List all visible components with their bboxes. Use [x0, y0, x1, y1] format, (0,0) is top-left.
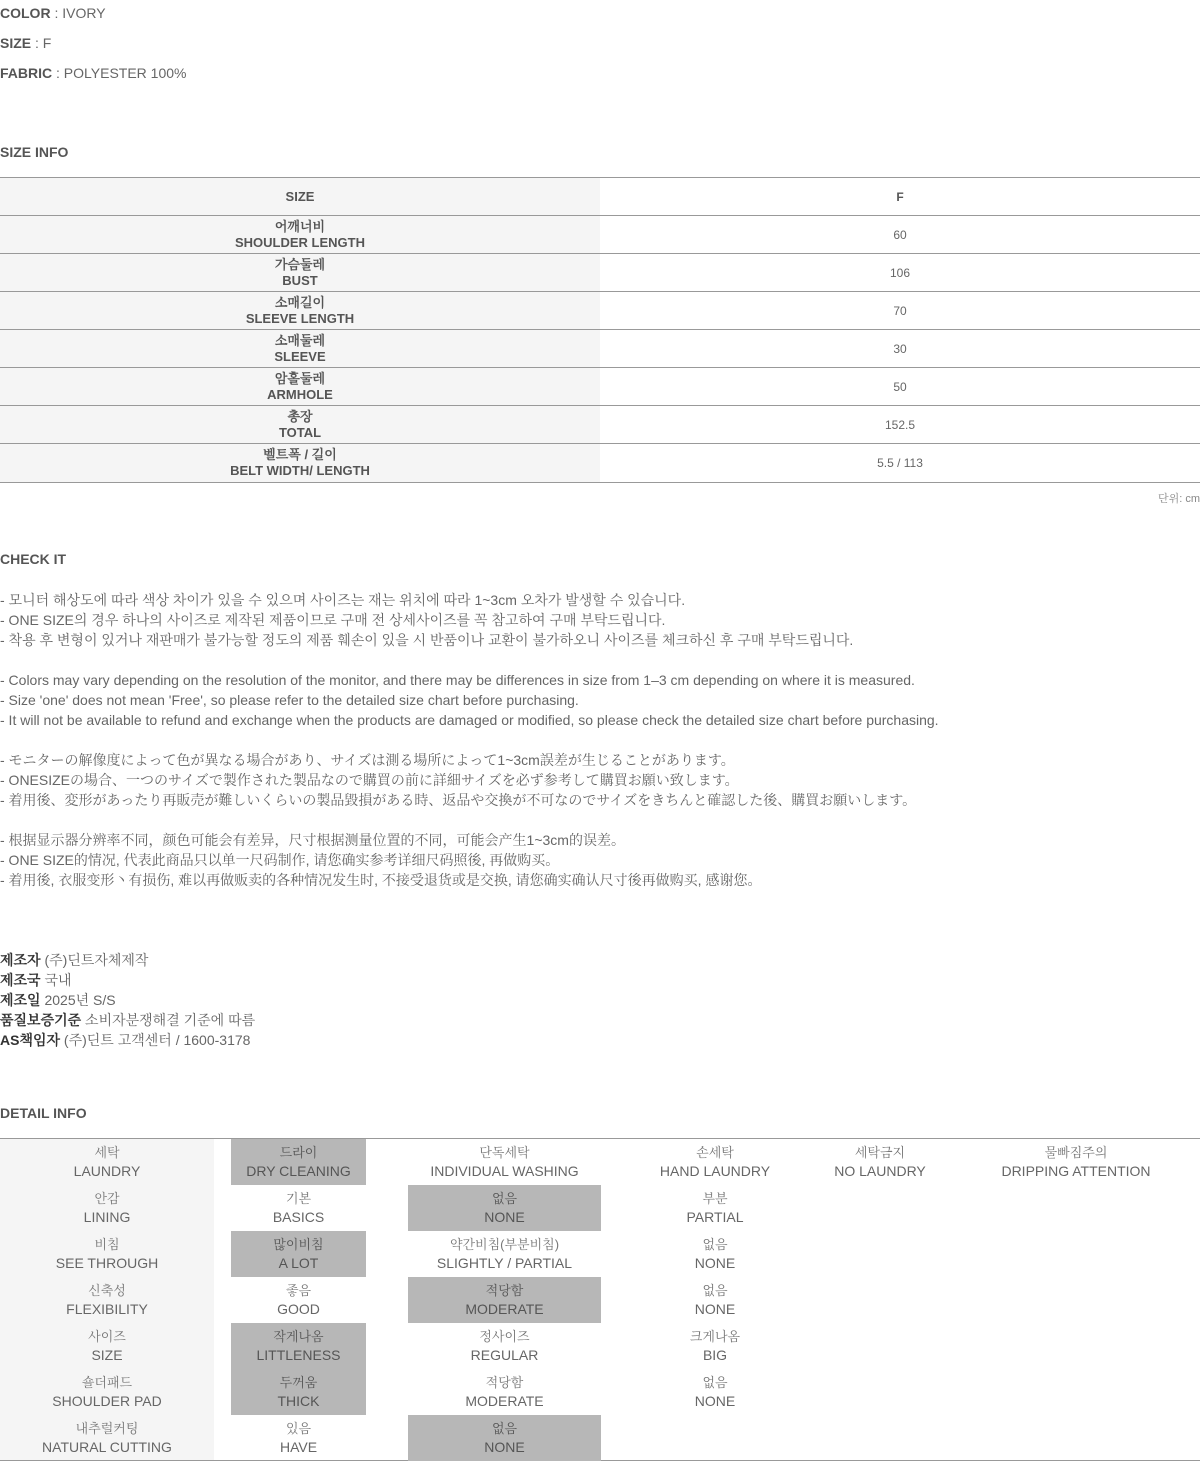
size-row-ko: 소매둘레 [274, 332, 326, 348]
detail-ko: 드라이 [279, 1145, 318, 1160]
detail-option-selected [231, 1139, 366, 1185]
product-specs [0, 4, 186, 94]
detail-en: SHOULDER PAD [52, 1393, 162, 1409]
detail-option [408, 1139, 601, 1185]
size-row-ko: 암홀둘레 [274, 370, 326, 386]
size-row-sleeve [0, 330, 1200, 368]
detail-option [620, 1139, 810, 1185]
size-row-en: BELT WIDTH/ LENGTH [230, 463, 370, 478]
maker-date: 제조일 2025년 S/S [0, 992, 116, 1008]
detail-option-selected [231, 1369, 366, 1415]
detail-en: LAUNDRY [73, 1163, 141, 1179]
spec-size: SIZE : F [0, 35, 52, 51]
detail-ko: 약간비침(부분비침) [449, 1237, 560, 1252]
size-row-value: 152.5 [884, 417, 916, 432]
notes-japanese [0, 750, 939, 810]
detail-ko: 크게나옴 [689, 1329, 741, 1344]
detail-ko: 부분 [702, 1191, 728, 1206]
detail-option [620, 1369, 810, 1415]
size-row-ko: 가슴둘레 [274, 256, 326, 272]
detail-en: INDIVIDUAL WASHING [430, 1163, 579, 1179]
detail-en: NONE [484, 1209, 525, 1225]
detail-en: NONE [484, 1439, 525, 1455]
size-row-ko: 총장 [287, 408, 313, 424]
spec-color: COLOR : IVORY [0, 5, 106, 21]
detail-option [231, 1277, 366, 1323]
detail-ko: 물빠짐주의 [1044, 1145, 1108, 1160]
detail-ko: 없음 [491, 1191, 518, 1206]
detail-option-selected [408, 1415, 601, 1461]
detail-en: A LOT [278, 1255, 319, 1271]
detail-ko: 작게나옴 [273, 1329, 324, 1344]
detail-option [800, 1139, 960, 1185]
detail-ko: 좋음 [285, 1283, 312, 1298]
size-row-bust [0, 254, 1200, 292]
detail-ko: 비침 [94, 1237, 120, 1252]
size-row-en: TOTAL [278, 424, 322, 440]
detail-en: SEE THROUGH [55, 1255, 159, 1271]
detail-en: NO LAUNDRY [834, 1163, 926, 1179]
maker-manufacturer: 제조자 (주)딘트자체제작 [0, 952, 149, 968]
size-row-armhole [0, 368, 1200, 406]
detail-row-label [0, 1369, 214, 1415]
notes-korean [0, 590, 939, 650]
detail-option [408, 1369, 601, 1415]
size-row-en: ARMHOLE [267, 386, 333, 402]
size-row-value: 70 [893, 303, 907, 318]
size-row-value: 30 [893, 341, 907, 356]
size-row-total [0, 406, 1200, 444]
detail-en: NONE [694, 1255, 736, 1271]
note-line: - 착용 후 변형이 있거나 재판매가 불가능할 정도의 제품 훼손이 있을 시 반품이나 교환이 불가하오니 사이즈를 체크하신 후 구매 부탁드립니다. [0, 632, 854, 648]
check-it-title: CHECK IT [0, 551, 67, 567]
size-row-ko: 어깨너비 [274, 218, 326, 234]
note-line: - 着用後、変形があったり再販売が難しいくらいの製品毀損がある時、返品や交換が不可なのでサイズをきちんと確認した後、購買お願いします。 [0, 792, 917, 808]
size-row-en: SLEEVE [274, 348, 326, 364]
size-row-value: 60 [893, 227, 907, 242]
detail-en: THICK [277, 1393, 320, 1409]
size-header-label: SIZE [0, 178, 600, 215]
note-line: - ONESIZEの場合、一つのサイズで製作された製品なので購買の前に詳細サイズを必ず参考して購買お願い致します。 [0, 772, 739, 788]
detail-ko: 안감 [94, 1191, 120, 1206]
detail-ko: 없음 [702, 1375, 728, 1390]
note-line: - 着用後, 衣服变形丶有损伤, 难以再做贩卖的各种情况发生时, 不接受退货或是交换, 请您确实确认尺寸後再做购买, 感谢您。 [0, 872, 762, 888]
note-line: - モニターの解像度によって色が異なる場合があり、サイズは測る場所によって1~3cm誤差が生じることがあります。 [0, 752, 735, 768]
note-line: - Colors may vary depending on the resolution of the monitor, and there may be differences in size from 1–3 cm depending on where it is measured. [0, 672, 915, 688]
detail-ko: 없음 [702, 1283, 728, 1298]
maker-country: 제조국 국내 [0, 972, 72, 988]
detail-option-selected [408, 1185, 601, 1231]
detail-ko: 손세탁 [696, 1145, 734, 1160]
detail-en: SLIGHTLY / PARTIAL [436, 1255, 573, 1271]
detail-row-label [0, 1277, 214, 1323]
detail-row-label [0, 1323, 214, 1369]
detail-ko: 단독세탁 [479, 1145, 530, 1160]
detail-option-selected [231, 1231, 366, 1277]
size-table [0, 177, 1200, 483]
detail-en: HAVE [279, 1439, 318, 1455]
notes-english [0, 670, 939, 730]
size-row-value: 50 [893, 379, 907, 394]
note-line: - 모니터 해상도에 따라 색상 차이가 있을 수 있으며 사이즈는 재는 위치에 따라 1~3cm 오차가 발생할 수 있습니다. [0, 592, 686, 608]
maker-warranty: 품질보증기준 소비자분쟁해결 기준에 따름 [0, 1012, 256, 1028]
detail-option-selected [231, 1323, 366, 1369]
size-row-belt [0, 444, 1200, 482]
note-line: - Size 'one' does not mean 'Free', so please refer to the detailed size chart before purchasing. [0, 692, 579, 708]
detail-en: NATURAL CUTTING [42, 1439, 172, 1455]
detail-option [408, 1323, 601, 1369]
size-header-value: F [896, 189, 904, 204]
note-line: - It will not be available to refund and exchange when the products are damaged or modified, so please check the detailed size chart before purchasing. [0, 712, 939, 728]
detail-ko: 두꺼움 [279, 1375, 318, 1390]
detail-option [231, 1185, 366, 1231]
detail-en: MODERATE [465, 1301, 544, 1317]
detail-en: LITTLENESS [256, 1347, 341, 1363]
detail-en: REGULAR [470, 1347, 539, 1363]
detail-en: LINING [83, 1209, 131, 1225]
detail-en: SIZE [91, 1347, 123, 1363]
detail-ko: 있음 [285, 1421, 312, 1436]
detail-ko: 숄더패드 [81, 1375, 133, 1390]
size-row-en: SLEEVE LENGTH [245, 310, 355, 326]
detail-en: PARTIAL [686, 1209, 744, 1225]
size-row-en: SHOULDER LENGTH [235, 234, 365, 250]
detail-ko: 내추럴커팅 [75, 1421, 139, 1436]
size-row-shoulder [0, 216, 1200, 254]
detail-row-label [0, 1231, 214, 1277]
spec-fabric: FABRIC : POLYESTER 100% [0, 65, 187, 81]
detail-ko: 정사이즈 [479, 1329, 530, 1344]
detail-ko: 기본 [285, 1191, 312, 1206]
size-row-value: 106 [889, 265, 911, 280]
detail-en: NONE [694, 1393, 736, 1409]
detail-en: DRIPPING ATTENTION [1001, 1163, 1151, 1179]
detail-ko: 신축성 [88, 1283, 126, 1298]
detail-en: HAND LAUNDRY [659, 1163, 771, 1179]
detail-ko: 적당함 [485, 1375, 524, 1390]
size-row-value: 5.5 / 113 [877, 456, 923, 470]
detail-info-table [0, 1138, 1200, 1461]
notes-chinese [0, 830, 939, 890]
note-line: - 根据显示器分辨率不同，颜色可能会有差异，尺寸根据测量位置的不同，可能会产生1~3cm的误差。 [0, 832, 625, 848]
detail-ko: 없음 [702, 1237, 728, 1252]
detail-ko: 세탁 [94, 1145, 120, 1160]
detail-ko: 없음 [491, 1421, 518, 1436]
detail-option [231, 1415, 366, 1461]
size-row-ko: 소매길이 [274, 294, 326, 310]
detail-row-label [0, 1139, 214, 1185]
detail-row-label [0, 1415, 214, 1461]
check-it-notes [0, 590, 939, 910]
note-line: - ONE SIZE的情况, 代表此商品只以单一尺码制作, 请您确实参考详细尺码照後, 再做购买。 [0, 852, 560, 868]
detail-ko: 사이즈 [88, 1329, 126, 1344]
detail-option [620, 1185, 810, 1231]
detail-ko: 세탁금지 [854, 1145, 906, 1160]
detail-en: MODERATE [465, 1393, 544, 1409]
unit-note: 단위: cm [1157, 493, 1200, 505]
detail-ko: 적당함 [485, 1283, 524, 1298]
note-line: - ONE SIZE의 경우 하나의 사이즈로 제작된 제품이므로 구매 전 상세사이즈를 꼭 참고하여 구매 부탁드립니다. [0, 612, 666, 628]
size-info-title: SIZE INFO [0, 144, 69, 160]
size-row-ko: 벨트폭 / 길이 [263, 447, 337, 462]
detail-en: DRY CLEANING [246, 1163, 351, 1179]
detail-en: BASICS [272, 1209, 325, 1225]
detail-option [960, 1139, 1192, 1185]
detail-option-selected [408, 1277, 601, 1323]
size-row-en: BUST [282, 272, 318, 288]
detail-en: FLEXIBILITY [66, 1301, 148, 1317]
detail-option [408, 1231, 601, 1277]
detail-en: GOOD [277, 1301, 320, 1317]
detail-en: BIG [702, 1347, 728, 1363]
size-table-header [0, 178, 1200, 216]
size-row-sleeve-length [0, 292, 1200, 330]
detail-en: NONE [694, 1301, 736, 1317]
detail-row-label [0, 1185, 214, 1231]
detail-ko: 많이비침 [273, 1237, 324, 1252]
detail-option [620, 1231, 810, 1277]
detail-info-title: DETAIL INFO [0, 1105, 87, 1121]
detail-option [620, 1323, 810, 1369]
detail-option [620, 1277, 810, 1323]
maker-as-contact: AS책임자 (주)딘트 고객센터 / 1600-3178 [0, 1032, 251, 1048]
manufacturer-info [0, 950, 255, 1050]
